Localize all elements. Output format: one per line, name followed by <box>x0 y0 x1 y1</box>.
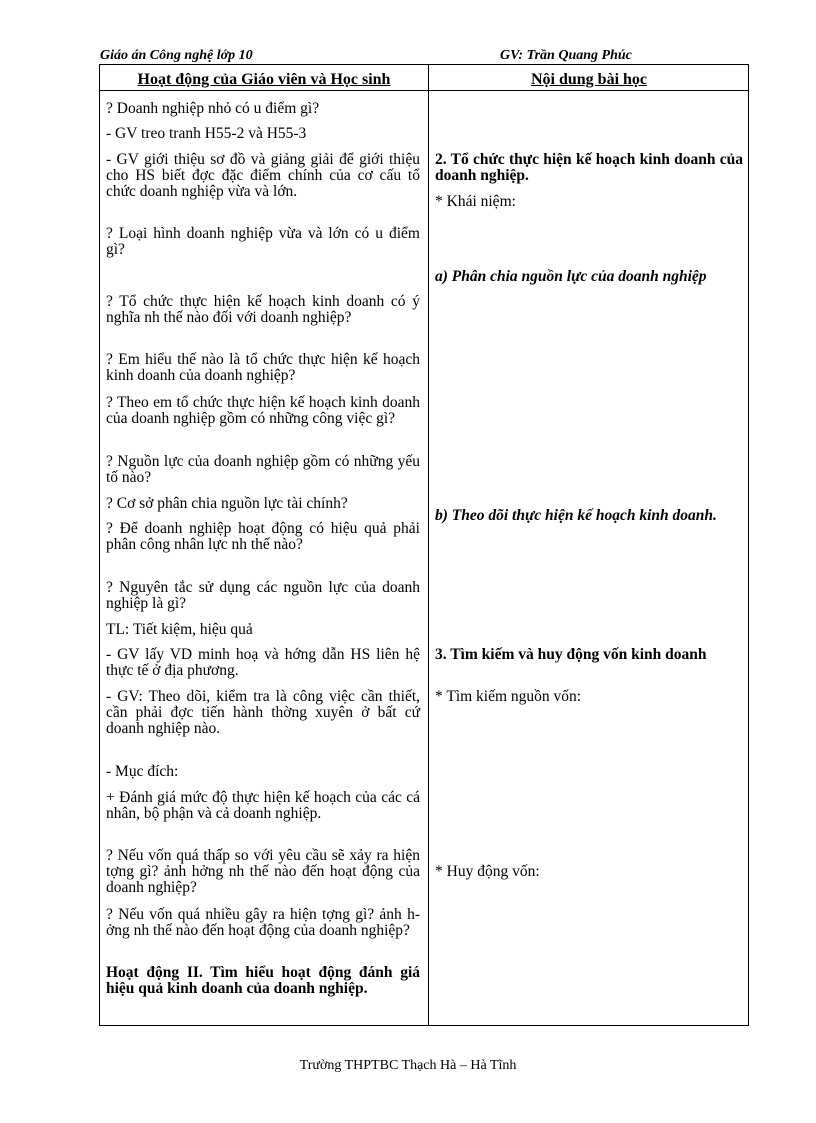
left-row: TL: Tiết kiệm, hiệu quả <box>106 621 253 638</box>
left-row: - Mục đích: <box>106 763 179 780</box>
left-row: - GV giới thiệu sơ đồ và giảng giải để giới thiệu cho HS biết đợc đặc điểm chính của cơ cấu tổ chức doanh nghiệp vừa và lớn. <box>106 151 420 200</box>
left-row: - GV lấy VD minh hoạ và hớng dẫn HS liên hệ thực tế ở địa phương. <box>106 646 420 679</box>
right-heading-organize: 2. Tổ chức thực hiện kế hoạch kinh doanh của doanh nghiệp. <box>435 151 743 184</box>
page-footer: Trường THPTBC Thạch Hà – Hà Tĩnh <box>299 1058 517 1073</box>
column-header-content: Nội dung bài học <box>530 71 648 88</box>
left-row: ? Nếu vốn quá nhiều gây ra hiện tợng gì? ảnh hởng nh thế nào đến hoạt động của doanh nghiệp? <box>106 906 420 939</box>
left-row: ? Nguồn lực của doanh nghiệp gồm có những yếu tố nào? <box>106 453 420 486</box>
right-subheading-resources: a) Phân chia nguồn lực của doanh nghiệp <box>435 268 707 285</box>
left-row: + Đánh giá mức độ thực hiện kế hoạch của các cá nhân, bộ phận và cả doanh nghiệp. <box>106 789 420 822</box>
left-row: ? Nguyên tắc sử dụng các nguồn lực của doanh nghiệp là gì? <box>106 579 420 612</box>
left-row: - GV treo tranh H55-2 và H55-3 <box>106 125 307 142</box>
right-item-find-capital: * Tìm kiếm nguồn vốn: <box>435 688 582 705</box>
right-item-concept: * Khái niệm: <box>435 193 516 210</box>
column-divider <box>428 65 429 1025</box>
left-row: ? Loại hình doanh nghiệp vừa và lớn có u điểm gì? <box>106 225 420 258</box>
right-subheading-monitoring: b) Theo dõi thực hiện kế hoạch kinh doanh. <box>435 507 717 524</box>
left-row: ? Doanh nghiệp nhỏ có u điểm gì? <box>106 100 320 117</box>
header-divider <box>100 90 748 91</box>
left-row: - GV: Theo dõi, kiểm tra là công việc cần thiết, cần phải đợc tiến hành thờng xuyên ở bất cứ doanh nghiệp nào. <box>106 688 420 737</box>
left-row: ? Theo em tổ chức thực hiện kế hoạch kinh doanh của doanh nghiệp gồm có những công việc gì? <box>106 394 420 427</box>
header-teacher: GV: Trần Quang Phúc <box>500 48 632 63</box>
left-row: ? Cơ sở phân chia nguồn lực tài chính? <box>106 495 348 512</box>
left-row: ? Tổ chức thực hiện kế hoạch kinh doanh có ý nghĩa nh thế nào đối với doanh nghiệp? <box>106 293 420 326</box>
left-row-activity-heading: Hoạt động II. Tìm hiểu hoạt động đánh giá hiệu quả kinh doanh của doanh nghiệp. <box>106 964 420 997</box>
right-item-raise-capital: * Huy động vốn: <box>435 863 540 880</box>
right-heading-capital: 3. Tìm kiếm và huy động vốn kinh doanh <box>435 646 707 663</box>
page-header <box>100 48 750 64</box>
column-header-activities: Hoạt động của Giáo viên và Học sinh <box>137 71 391 88</box>
left-row: ? Em hiểu thế nào là tổ chức thực hiện kế hoạch kinh doanh của doanh nghiệp? <box>106 351 420 384</box>
left-row: ? Nếu vốn quá thấp so với yêu cầu sẽ xảy ra hiện tợng gì? ảnh hởng nh thế nào đến hoạt động của doanh nghiệp? <box>106 847 420 896</box>
lesson-table <box>99 64 749 1026</box>
left-row: ? Để doanh nghiệp hoạt động có hiệu quả phải phân công nhân lực nh thế nào? <box>106 520 420 553</box>
header-subject: Giáo án Công nghệ lớp 10 <box>100 48 253 63</box>
